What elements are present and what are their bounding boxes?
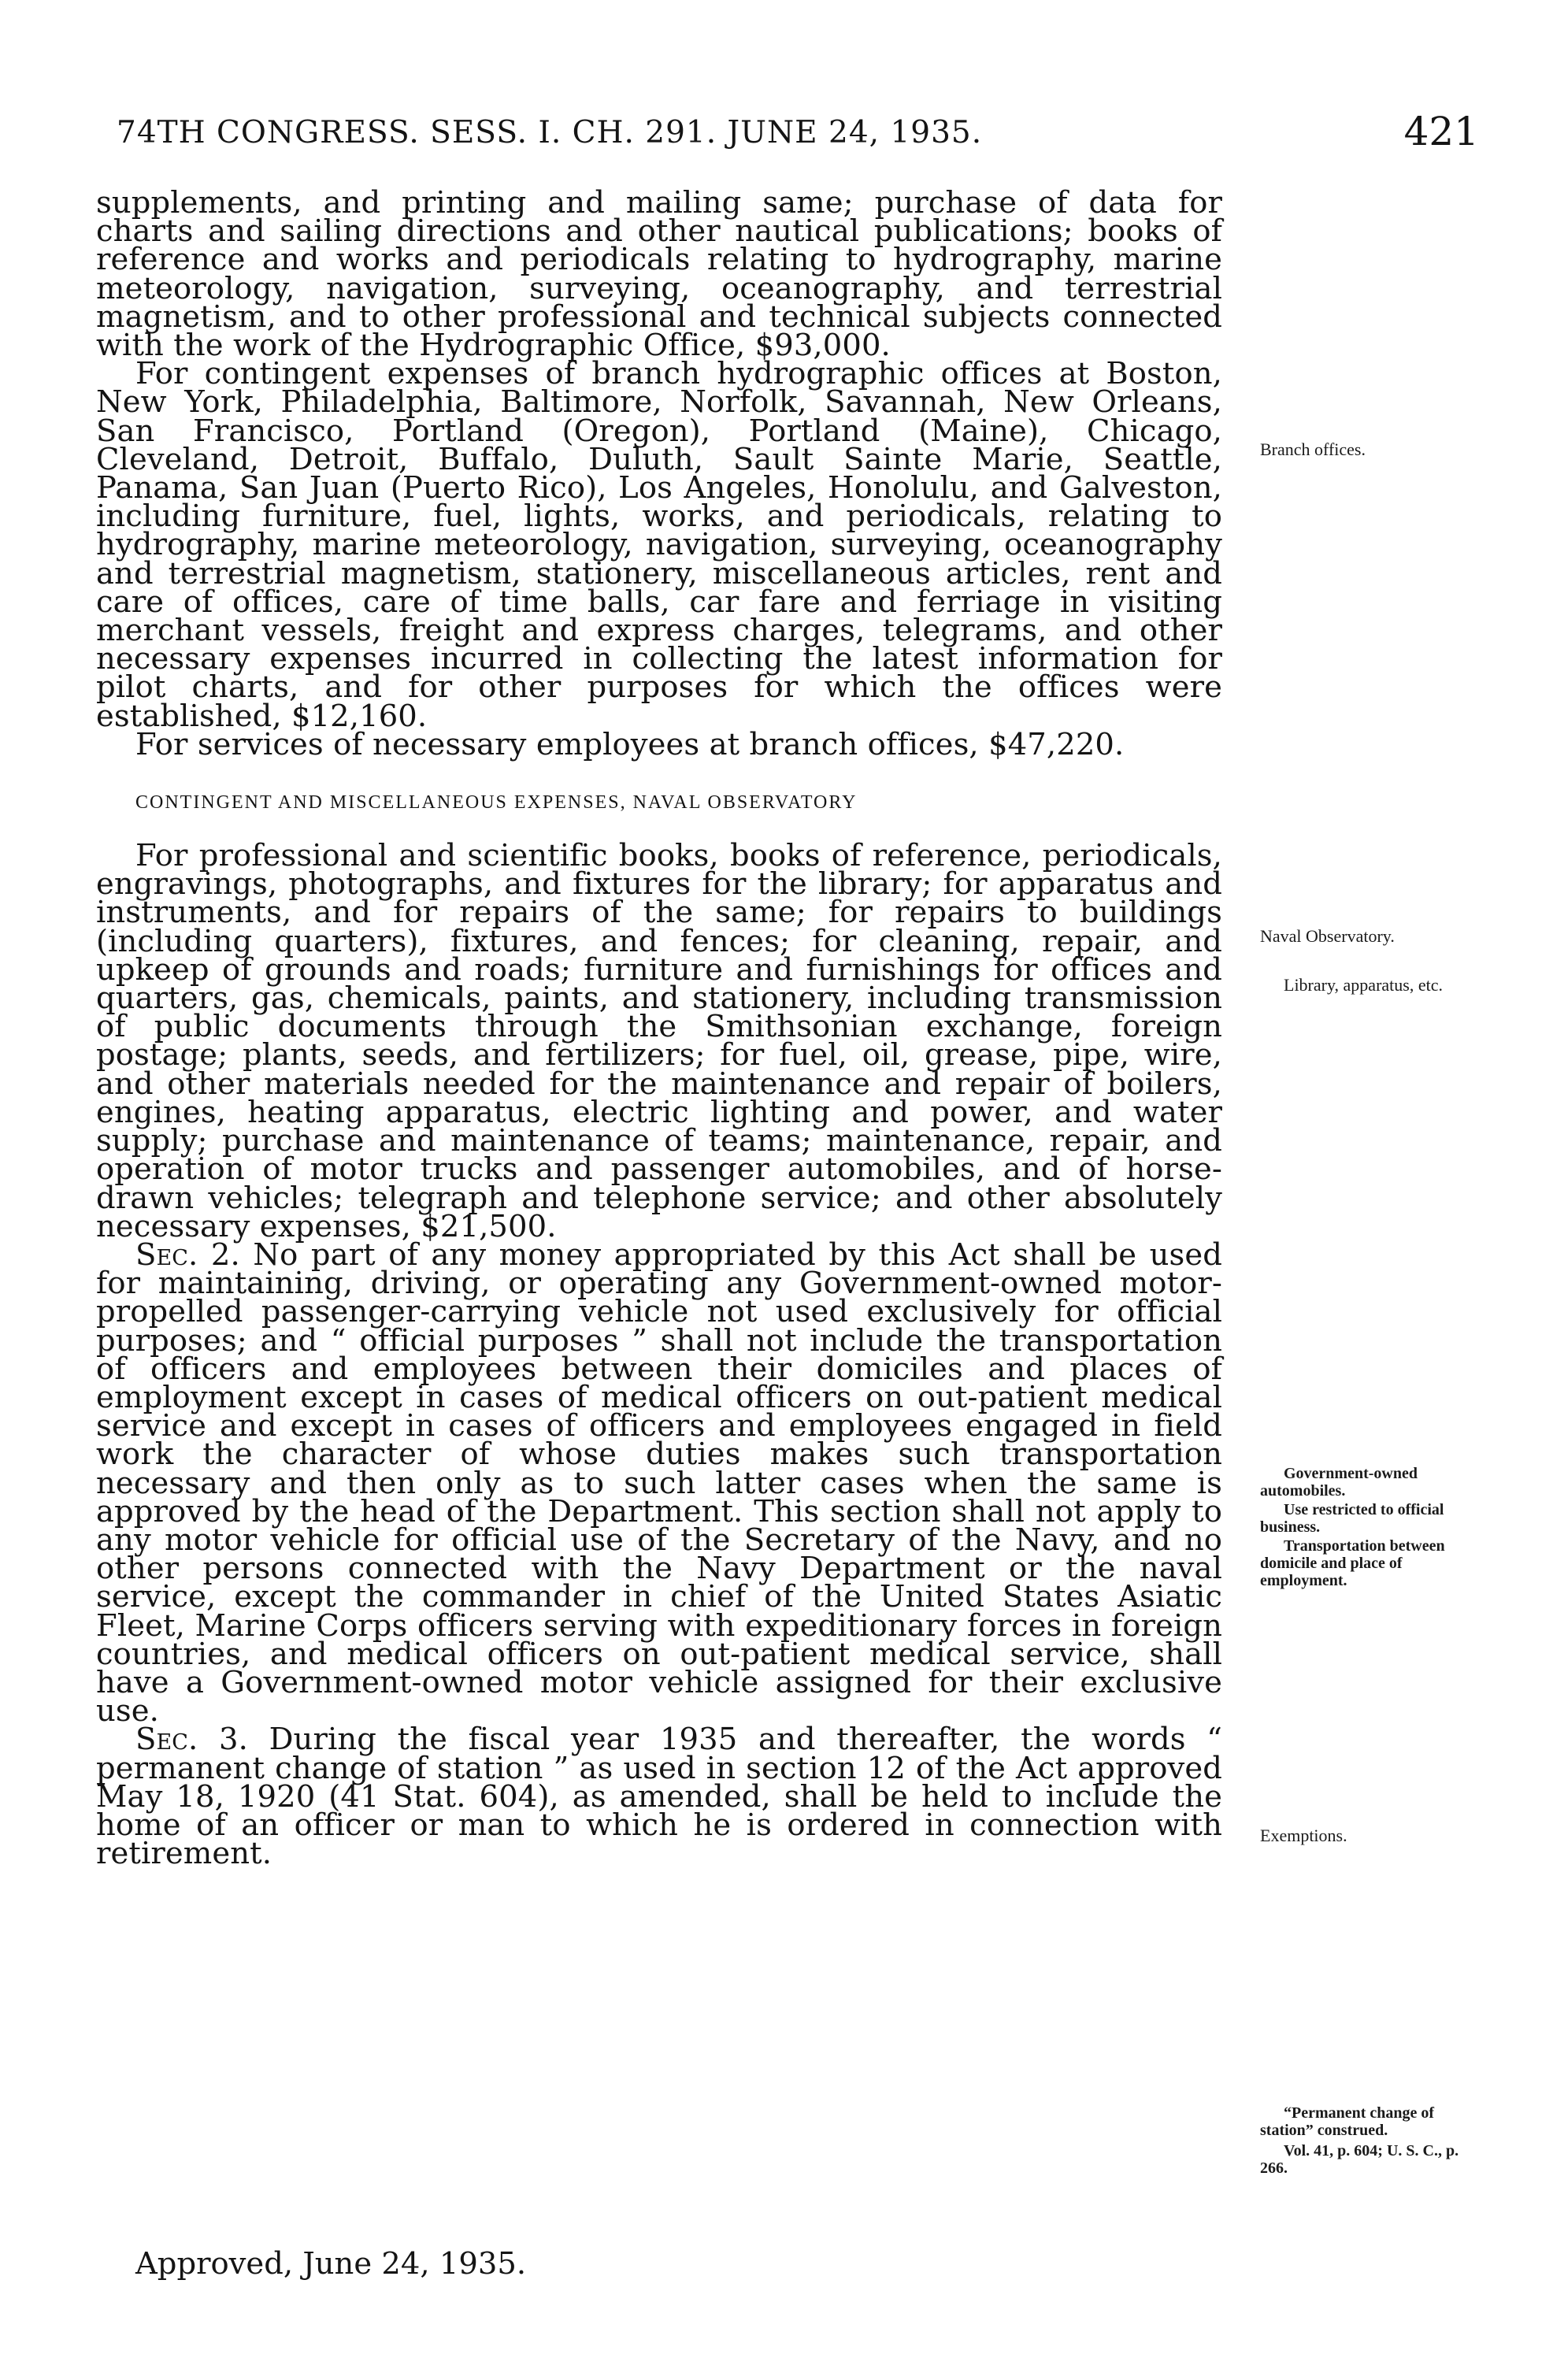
paragraph-sec-2: [96, 1236, 1222, 1729]
margin-note-naval-observatory: Naval Observatory.: [1260, 926, 1395, 946]
running-head: 74TH CONGRESS. SESS. I. CH. 291. JUNE 24, 1935.: [117, 115, 983, 150]
paragraph-branch-employees: For services of necessary employees at branch offices, $47,220.: [135, 726, 1125, 762]
page-number: 421: [1403, 109, 1479, 154]
margin-note-library-apparatus: Library, apparatus, etc.: [1284, 975, 1443, 995]
margin-note-branch-offices: Branch offices.: [1260, 439, 1366, 459]
sec-2-text: No part of any money appropriated by this Act shall be used for maintaining, driving, or operating any Government-owned motor-propelled passenger-carrying vehicle not used exclusively for official purposes; and “ official purposes ” shall not include the transportation of officers and employees between their domiciles and places of employment except in cases of medical officers on out-patient medical service and except in cases of officers and employees engaged in field work the character of whose duties makes such transportation necessary and then only as to such latter cases when the same is approved by the head of the Department. This section shall not apply to any motor vehicle for official use of the Secretary of the Navy, and no other persons connected with the Navy Department or the naval service, except the commander in chief of the United States Asiatic Fleet, Marine Corps officers serving with expeditionary forces in foreign countries, and medical officers on out-patient medical service, shall have a Government-owned motor vehicle assigned for their exclusive use.: [96, 1236, 1222, 1729]
sec-3-text: During the fiscal year 1935 and thereafter, the words “ permanent change of station ” as used in section 12 of the Act approved May 18, 1920 (41 Stat. 604), as amended, shall be held to include the home of an officer or man to which he is ordered in connection with retirement.: [96, 1722, 1222, 1872]
margin-note-exemptions: Exemptions.: [1260, 1826, 1347, 1845]
margin-note-transportation: Transportation between domicile and place of employment.: [1260, 1537, 1445, 1589]
margin-note-permanent-change: “Permanent change of station” construed.: [1260, 2104, 1435, 2139]
sec-2-label: Sec. 2.: [135, 1236, 240, 1273]
page-header: [117, 109, 1479, 164]
margin-note-volume-reference: Vol. 41, p. 604; U. S. C., p. 266.: [1260, 2142, 1459, 2177]
margin-note-government-owned-automobiles: Government-owned automobiles.: [1260, 1465, 1418, 1500]
margin-note-use-restricted: Use restricted to official business.: [1260, 1501, 1444, 1536]
sec-3-label: Sec. 3.: [135, 1722, 248, 1758]
paragraph-hydrographic-supplements: supplements, and printing and mailing same; purchase of data for charts and sailing directions and other nautical publications; books of reference and works and periodicals relating to hydrography, marine meteorology, navigation, surveying, oceanography, and terrestrial magnetism, and to other professional and technical subjects connected with the work of the Hydrographic Office, $93,000.: [96, 185, 1222, 364]
paragraph-sec-3: [96, 1722, 1222, 1872]
paragraph-library-apparatus: For professional and scientific books, books of reference, periodicals, engravings, photographs, and fixtures for the library; for apparatus and instruments, and for repairs of the same; for repairs to buildings (including quarters), fixtures, and fences; for cleaning, repair, and upkeep of grounds and roads; furniture and furnishings for offices and quarters, gas, chemicals, paints, and stationery, including transmission of public documents through the Smithsonian exchange, foreign postage; plants, seeds, and fertilizers; for fuel, oil, grease, pipe, wire, and other materials needed for the maintenance and repair of boilers, engines, heating apparatus, electric lighting and power, and water supply; purchase and maintenance of teams; maintenance, repair, and operation of motor trucks and passenger automobiles, and of horse-drawn vehicles; telegraph and telephone service; and other absolutely necessary expenses, $21,500.: [96, 838, 1222, 1244]
paragraph-branch-offices: For contingent expenses of branch hydrographic offices at Boston, New York, Philadelphia, Baltimore, Norfolk, Savannah, New Orleans, San Francisco, Portland (Oregon), Portland (Maine), Chicago, Cleveland, Detroit, Buffalo, Duluth, Sault Sainte Marie, Seattle, Panama, San Juan (Puerto Rico), Los Angeles, Honolulu, and Galveston, including furniture, fuel, lights, works, and periodicals, relating to hydrography, marine meteorology, navigation, surveying, oceanography and terrestrial magnetism, stationery, miscellaneous articles, rent and care of offices, care of time balls, car fare and ferriage in visiting merchant vessels, freight and express charges, telegrams, and other necessary expenses incurred in collecting the latest information for pilot charts, and for other purposes for which the offices were established, $12,160.: [96, 356, 1222, 734]
section-heading-naval-observatory: CONTINGENT AND MISCELLANEOUS EXPENSES, NAVAL OBSERVATORY: [135, 792, 858, 814]
approval-line: Approved, June 24, 1935.: [135, 2246, 527, 2282]
main-text-column: [96, 185, 1222, 1872]
